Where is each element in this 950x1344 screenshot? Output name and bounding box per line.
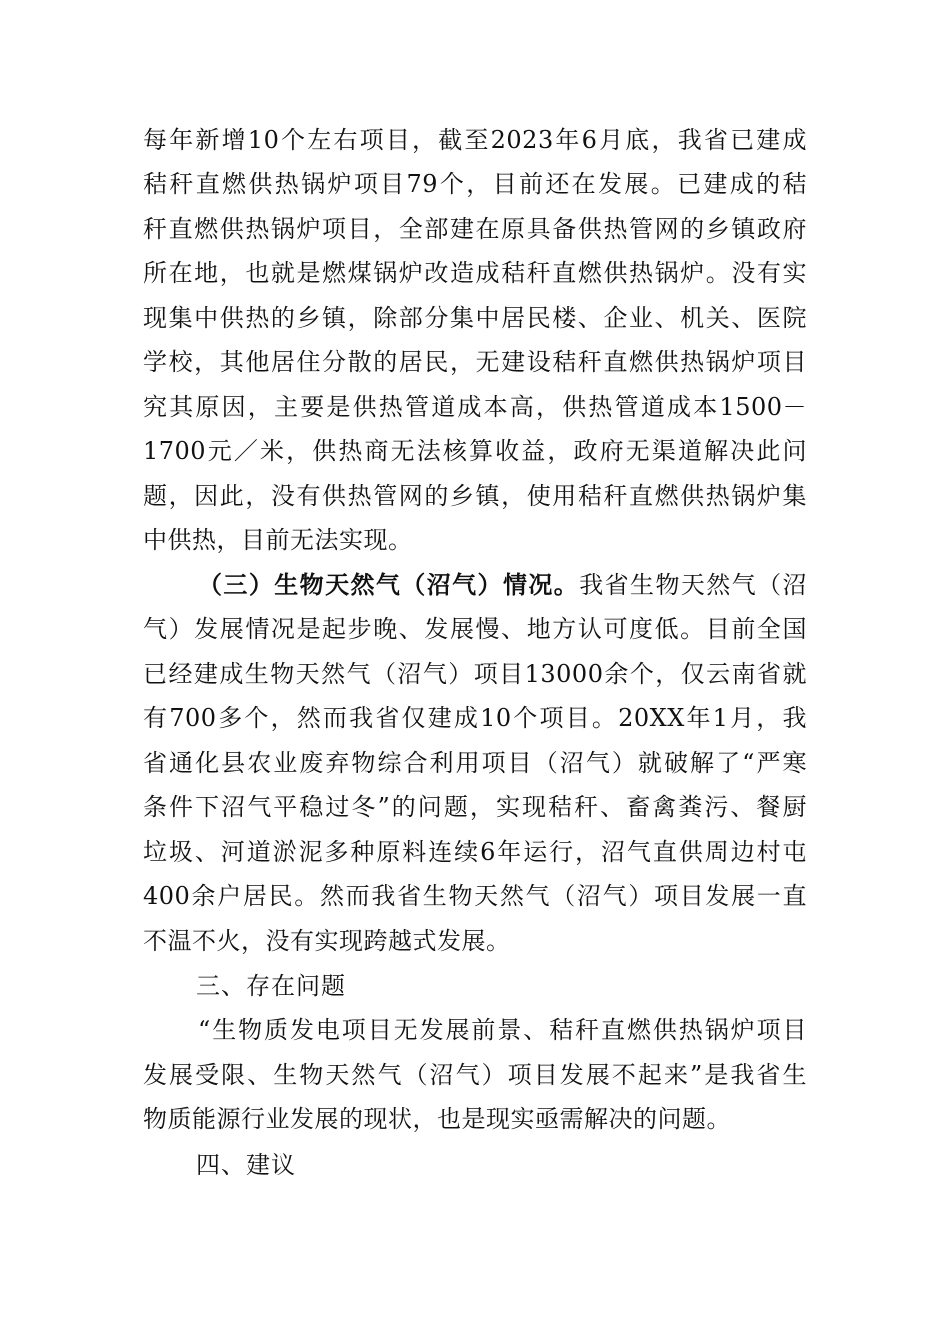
- subsection-heading: （三）生物天然气（沼气）情况。: [198, 571, 580, 599]
- paragraph-line: “生物质发电项目无发展前景、秸秆直燃供热锅炉项目: [198, 1016, 807, 1044]
- paragraph-line: 中供热，目前无法实现。: [143, 526, 413, 554]
- paragraph-line: 现集中供热的乡镇，除部分集中居民楼、企业、机关、医院: [143, 304, 807, 332]
- paragraph-line: 秸秆直燃供热锅炉项目79个，目前还在发展。已建成的秸: [143, 170, 807, 198]
- section-heading: 三、存在问题: [196, 972, 346, 1000]
- section-heading: 四、建议: [196, 1151, 296, 1179]
- subsection-first-line: [198, 563, 807, 607]
- paragraph-line: 已经建成生物天然气（沼气）项目13000余个，仅云南省就: [143, 660, 807, 688]
- subsection-text: 我省生物天然气（沼: [579, 571, 808, 599]
- paragraph-line: 发展受限、生物天然气（沼气）项目发展不起来”是我省生: [143, 1061, 807, 1089]
- paragraph-line: 省通化县农业废弃物综合利用项目（沼气）就破解了“严寒: [143, 749, 807, 777]
- paragraph-line: 所在地，也就是燃煤锅炉改造成秸秆直燃供热锅炉。没有实: [143, 259, 807, 287]
- paragraph-line: 400余户居民。然而我省生物天然气（沼气）项目发展一直: [143, 882, 807, 910]
- paragraph-line: 1700元／米，供热商无法核算收益，政府无渠道解决此问: [143, 437, 807, 465]
- paragraph-line: 每年新增10个左右项目，截至2023年6月底，我省已建成: [143, 126, 807, 154]
- paragraph-line: 题，因此，没有供热管网的乡镇，使用秸秆直燃供热锅炉集: [143, 482, 807, 510]
- paragraph-line: 秆直燃供热锅炉项目，全部建在原具备供热管网的乡镇政府: [143, 215, 807, 243]
- paragraph-line: 垃圾、河道淤泥多种原料连续6年运行，沼气直供周边村屯: [143, 838, 807, 866]
- paragraph-line: 条件下沼气平稳过冬”的问题，实现秸秆、畜禽粪污、餐厨: [143, 793, 807, 821]
- paragraph-line: 不温不火，没有实现跨越式发展。: [143, 927, 511, 955]
- paragraph-line: 有700多个，然而我省仅建成10个项目。20XX年1月，我: [143, 704, 807, 732]
- paragraph-line: 气）发展情况是起步晚、发展慢、地方认可度低。目前全国: [143, 615, 807, 643]
- paragraph-line: 物质能源行业发展的现状，也是现实亟需解决的问题。: [143, 1105, 731, 1133]
- paragraph-line: 究其原因，主要是供热管道成本高，供热管道成本1500－: [143, 393, 807, 421]
- paragraph-line: 学校，其他居住分散的居民，无建设秸秆直燃供热锅炉项目: [143, 348, 807, 376]
